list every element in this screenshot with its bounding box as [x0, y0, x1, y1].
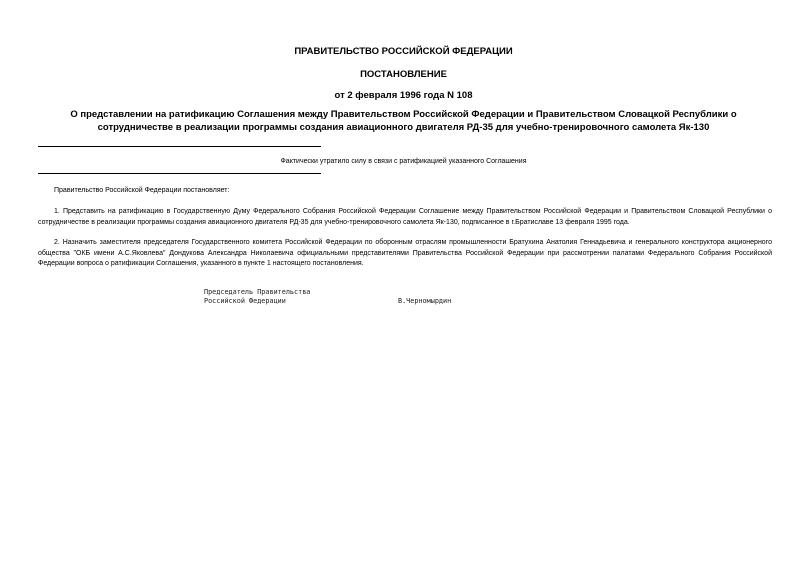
divider-bottom — [38, 173, 321, 174]
divider-top — [38, 146, 321, 147]
document-date-number: от 2 февраля 1996 года N 108 — [334, 90, 473, 101]
document-title: О представлении на ратификацию Соглашения между Правительством Российской Федерации и Правительством Словацкой Республики о сотрудничестве в реализации программы создания авиационного двигателя РД-35 для учебно-тренировочного самолета Як-130 — [70, 109, 737, 133]
signatory-name: В.Черномырдин — [398, 297, 452, 305]
document-type: ПОСТАНОВЛЕНИЕ — [360, 69, 447, 80]
intro-paragraph: Правительство Российской Федерации постановляет: — [54, 187, 230, 194]
item-1-paragraph: 1. Представить на ратификацию в Государственную Думу Федерального Собрания Российской Федерации Соглашение между Правительством Российской Федерации и Правительством Словацкой Республики о сотрудничестве в реализации программы создания авиационного двигателя РД-35 для учебно-тренировочного самолета Як-130, подписанное в г.Братиславе 13 февраля 1995 года. — [38, 208, 772, 226]
item-2-paragraph: 2. Назначить заместителя председателя Государственного комитета Российской Федерации по оборонным отраслям промышленности Братухина Анатолия Геннадьевича и генерального конструктора акционерного общества "ОКБ имени А.С.Яковлева" Дондукова Александра Николаевича официальными представителями Правительства Российской Федерации при рассмотрении палатами Федерального Собрания Российской Федерации вопроса о ратификации Соглашения, указанного в пункте 1 настоящего постановления. — [38, 239, 772, 267]
signatory-position: Председатель Правительства Российской Федерации — [204, 288, 311, 305]
status-note: Фактически утратило силу в связи с ратификацией указанного Соглашения — [280, 158, 527, 165]
issuing-organization: ПРАВИТЕЛЬСТВО РОССИЙСКОЙ ФЕДЕРАЦИИ — [294, 46, 513, 57]
